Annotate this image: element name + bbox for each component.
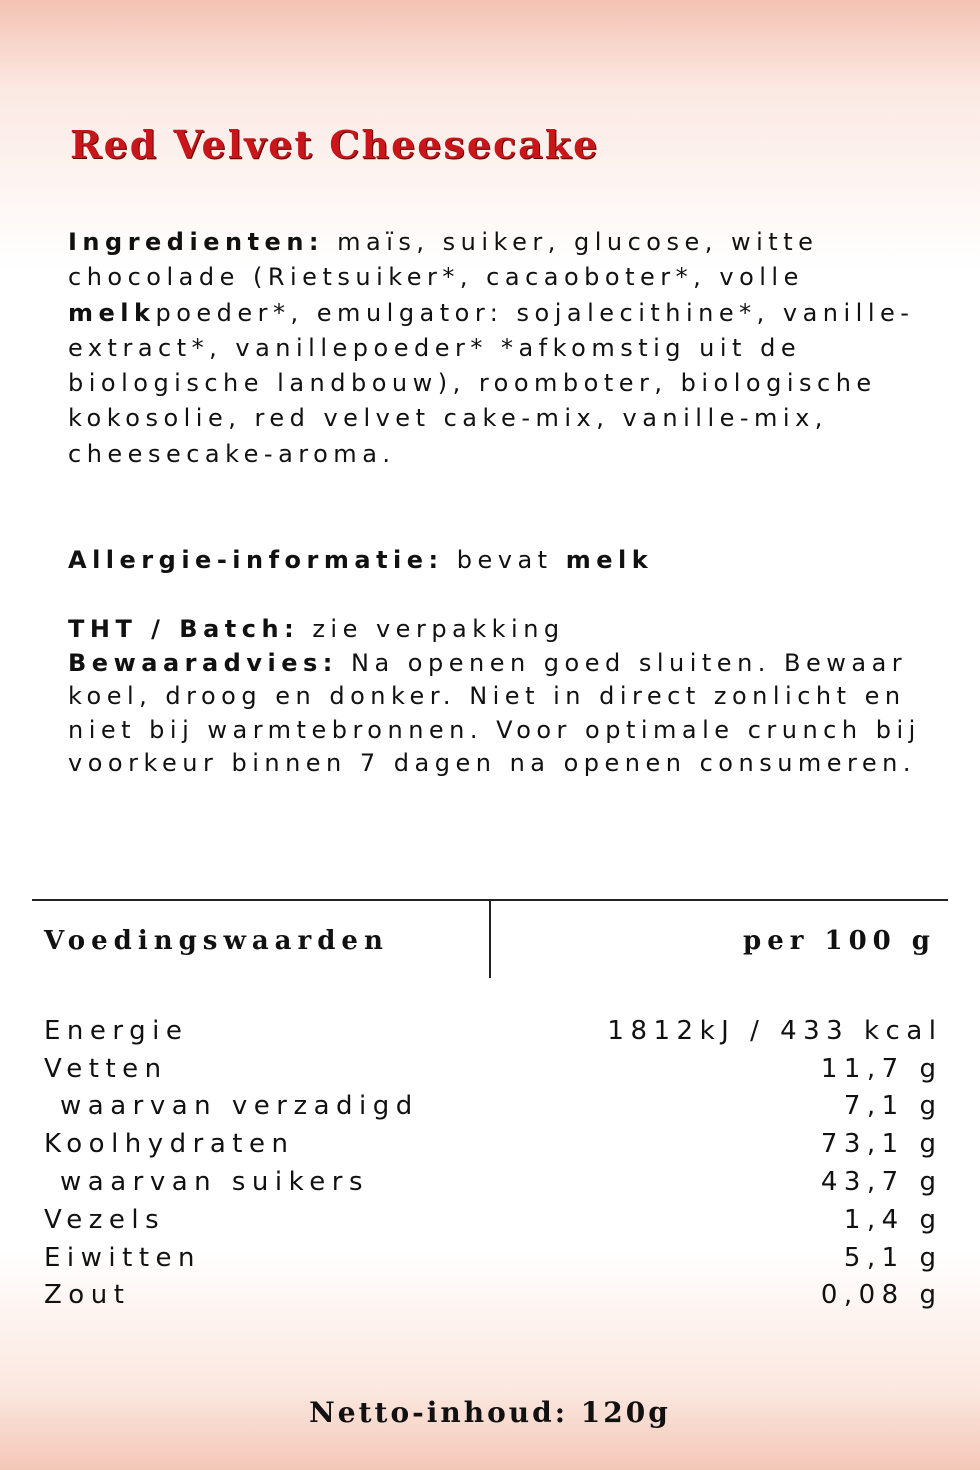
net-content: Netto-inhoud: 120g xyxy=(309,1396,671,1429)
nutrient-name: waarvan suikers xyxy=(60,1167,369,1198)
nutrition-header-right: per 100 g xyxy=(743,926,936,956)
nutrient-value: 7,1 g xyxy=(843,1091,943,1122)
ingredients-part-1: maïs, suiker, glucose, witte chocolade (Rietsuiker*, cacaoboter*, volle xyxy=(68,228,832,292)
table-row xyxy=(44,1239,936,1277)
table-row xyxy=(44,1277,936,1315)
nutrient-value: 43,7 g xyxy=(820,1167,943,1198)
nutrition-header-left: Voedingswaarden xyxy=(44,926,389,956)
nutrient-name: Zout xyxy=(44,1280,131,1311)
storage-text: Na openen goed sluiten. Bewaar koel, droog en donker. Niet in direct zonlicht en niet bij warmtebronnen. Voor optimale crunch bij voorkeur binnen 7 dagen na openen consumeren. xyxy=(68,648,934,777)
tht-storage-block xyxy=(68,613,980,781)
nutrient-name: Vezels xyxy=(44,1204,166,1235)
table-header-divider xyxy=(489,900,491,978)
table-row xyxy=(44,1088,936,1126)
table-row xyxy=(44,1012,936,1050)
allergy-label: Allergie-informatie: xyxy=(68,546,444,574)
nutrient-value: 73,1 g xyxy=(820,1129,943,1160)
nutrient-name: Koolhydraten xyxy=(44,1129,295,1160)
ingredients-allergen-milk: melk xyxy=(68,298,156,327)
nutrient-value: 11,7 g xyxy=(820,1053,943,1084)
nutrient-value: 1,4 g xyxy=(843,1204,943,1235)
tht-text: zie verpakking xyxy=(299,615,565,643)
ingredients-text xyxy=(68,225,968,472)
tht-label: THT / Batch: xyxy=(68,615,300,643)
allergy-allergen: melk xyxy=(565,546,654,574)
allergy-info xyxy=(68,543,653,578)
ingredients-part-2: poeder*, emulgator: sojalecithine*, vanille-extract*, vanillepoeder* *afkomstig uit de biologische landbouw), roomboter, biologische kokosolie, red velvet cake-mix, vanille-mix, cheesecake-aroma. xyxy=(68,298,915,468)
product-title: Red Velvet Cheesecake xyxy=(70,122,600,167)
allergy-text: bevat xyxy=(443,546,566,574)
ingredients-label: Ingredienten: xyxy=(68,228,325,256)
nutrition-table xyxy=(44,1012,943,1314)
nutrient-value: 0,08 g xyxy=(820,1280,943,1311)
nutrient-name: waarvan verzadigd xyxy=(60,1091,419,1122)
nutrient-value: 5,1 g xyxy=(843,1242,943,1273)
nutrient-value: 1812kJ / 433 kcal xyxy=(607,1015,943,1046)
table-row xyxy=(44,1201,936,1239)
storage-label: Bewaaradvies: xyxy=(68,648,338,677)
table-row xyxy=(44,1050,936,1088)
table-row xyxy=(44,1163,936,1201)
table-row xyxy=(44,1125,936,1163)
nutrient-name: Vetten xyxy=(44,1053,168,1084)
nutrient-name: Energie xyxy=(44,1015,189,1046)
nutrient-name: Eiwitten xyxy=(44,1242,202,1273)
